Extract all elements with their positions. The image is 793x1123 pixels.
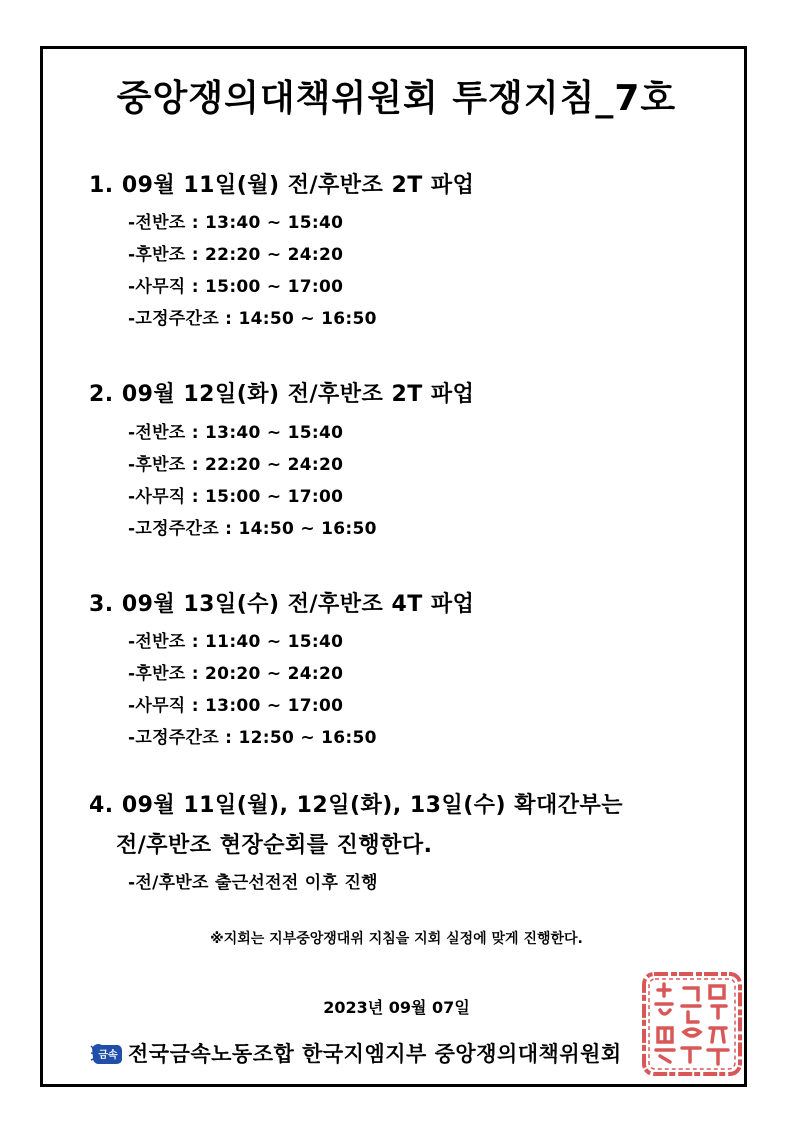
logo-text: 금속 xyxy=(98,1050,118,1061)
section-4-line-1: -전/후반조 출근선전전 이후 진행 xyxy=(128,873,378,893)
issue-date: 2023년 09월 07일 xyxy=(323,998,470,1017)
red-seal-stamp xyxy=(640,970,744,1078)
section-2-line-1: -전반조 : 13:40 ~ 15:40 xyxy=(128,423,344,443)
section-4-heading-cont: 전/후반조 현장순회를 진행한다. xyxy=(116,833,433,858)
section-3-line-2: -후반조 : 20:20 ~ 24:20 xyxy=(128,664,344,684)
section-2-line-4: -고정주간조 : 14:50 ~ 16:50 xyxy=(128,519,377,539)
section-3-line-3: -사무직 : 13:00 ~ 17:00 xyxy=(128,696,344,716)
section-3-line-1: -전반조 : 11:40 ~ 15:40 xyxy=(128,632,344,652)
section-1-line-2: -후반조 : 22:20 ~ 24:20 xyxy=(128,245,344,265)
section-1-heading: 1. 09월 11일(월) 전/후반조 2T 파업 xyxy=(89,173,475,198)
section-3-line-4: -고정주간조 : 12:50 ~ 16:50 xyxy=(128,728,377,748)
organization-name: 전국금속노동조합 한국지엠지부 중앙쟁의대책위원회 xyxy=(128,1042,622,1066)
section-4-heading: 4. 09월 11일(월), 12일(화), 13일(수) 확대간부는 xyxy=(89,793,623,818)
section-2-line-2: -후반조 : 22:20 ~ 24:20 xyxy=(128,455,344,475)
section-2-heading: 2. 09월 12일(화) 전/후반조 2T 파업 xyxy=(89,382,475,407)
footnote: ※지회는 지부중앙쟁대위 지침을 지회 실정에 맞게 진행한다. xyxy=(210,931,583,947)
footer-signature xyxy=(90,1036,622,1070)
section-2-line-3: -사무직 : 15:00 ~ 17:00 xyxy=(128,487,344,507)
section-3-heading: 3. 09월 13일(수) 전/후반조 4T 파업 xyxy=(89,592,475,617)
page-title: 중앙쟁의대책위원회 투쟁지침_7호 xyxy=(116,78,677,119)
section-1-line-1: -전반조 : 13:40 ~ 15:40 xyxy=(128,213,344,233)
union-logo-icon xyxy=(90,1040,124,1066)
section-1-line-4: -고정주간조 : 14:50 ~ 16:50 xyxy=(128,309,377,329)
section-1-line-3: -사무직 : 15:00 ~ 17:00 xyxy=(128,277,344,297)
